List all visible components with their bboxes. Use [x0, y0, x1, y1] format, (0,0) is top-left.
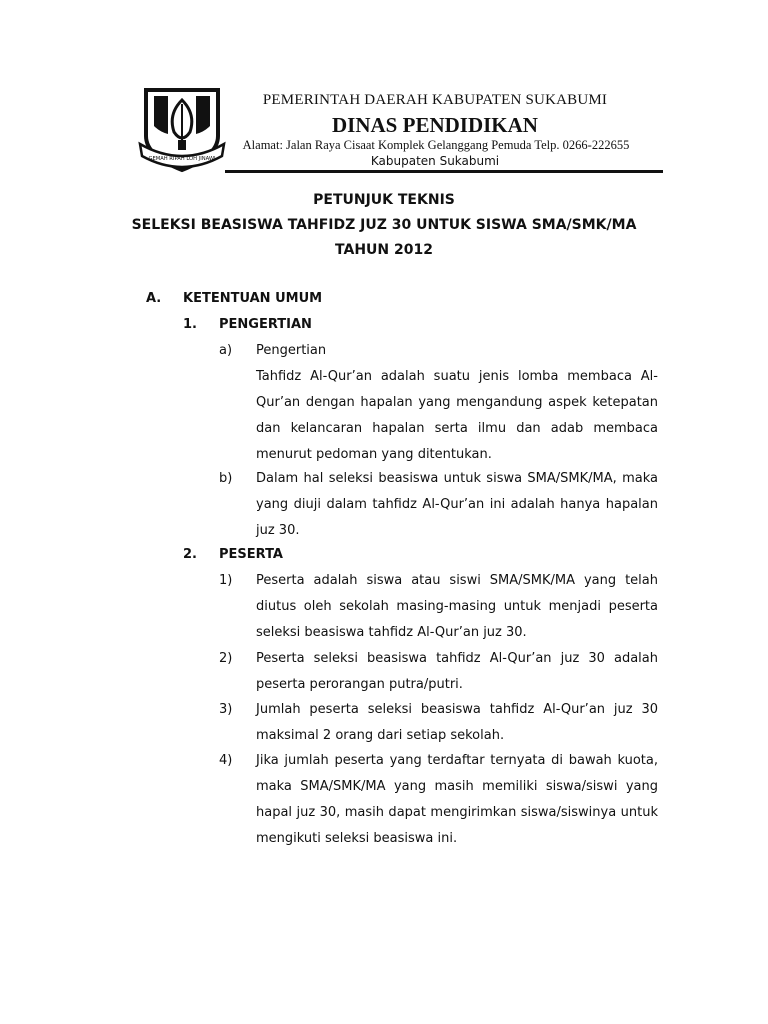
office-region: Kabupaten Sukabumi — [370, 154, 500, 168]
document-title: PETUNJUK TEKNIS — [313, 192, 455, 208]
letterhead-divider — [225, 170, 663, 173]
peserta-item-3-paragraph: Jumlah peserta seleksi beasiswa tahfidz Al-Qur’an juz 30 maksimal 2 orang dari setiap sekolah. — [256, 702, 658, 743]
item-a-marker: a) — [219, 343, 233, 358]
peserta-item-2-paragraph: Peserta seleksi beasiswa tahfidz Al-Qur’an juz 30 adalah peserta perorangan putra/putri. — [256, 651, 658, 692]
document-year: TAHUN 2012 — [335, 242, 433, 258]
item-a-paragraph: Tahfidz Al-Qur’an adalah suatu jenis lomba membaca Al-Qur’an dengan hapalan yang mengandung aspek ketepatan dan kelancaran hapalan serta ilmu dan adab membaca menurut pedoman yang ditentukan. — [256, 369, 658, 462]
subsection-1-marker: 1. — [183, 317, 197, 332]
logo-motto-text: GEMAH RIPAH LOH JINAWI — [148, 156, 216, 162]
government-name: PEMERINTAH DAERAH KABUPATEN SUKABUMI — [262, 92, 608, 108]
office-name: DINAS PENDIDIKAN — [332, 113, 538, 137]
office-address: Alamat: Jalan Raya Cisaat Komplek Gelanggang Pemuda Telp. 0266-222655 — [242, 138, 630, 152]
item-a-label: Pengertian — [256, 343, 327, 358]
section-a-marker: A. — [146, 291, 162, 306]
subsection-1-heading: PENGERTIAN — [219, 317, 312, 332]
peserta-item-4-paragraph: Jika jumlah peserta yang terdaftar ternyata di bawah kuota, maka SMA/SMK/MA yang masih memiliki siswa/siswi yang hapal juz 30, masih dapat mengirimkan siswa/siswinya untuk mengikuti seleksi beasiswa ini. — [256, 753, 658, 846]
document-subtitle: SELEKSI BEASISWA TAHFIDZ JUZ 30 UNTUK SISWA SMA/SMK/MA — [131, 217, 637, 233]
item-b-paragraph: Dalam hal seleksi beasiswa untuk siswa SMA/SMK/MA, maka yang diuji dalam tahfidz Al-Qur’an ini adalah hanya hapalan juz 30. — [256, 471, 658, 538]
subsection-2-marker: 2. — [183, 547, 197, 562]
peserta-item-4-marker: 4) — [219, 753, 233, 768]
peserta-item-3-marker: 3) — [219, 702, 233, 717]
item-b-marker: b) — [219, 471, 233, 486]
peserta-item-1-marker: 1) — [219, 573, 233, 588]
peserta-item-1-paragraph: Peserta adalah siswa atau siswi SMA/SMK/MA yang telah diutus oleh sekolah masing-masing untuk menjadi peserta seleksi beasiswa tahfidz Al-Qur’an juz 30. — [256, 573, 658, 640]
sukabumi-emblem-logo — [136, 86, 228, 178]
section-a-heading: KETENTUAN UMUM — [183, 291, 323, 306]
peserta-item-2-marker: 2) — [219, 651, 233, 666]
subsection-2-heading: PESERTA — [219, 547, 283, 562]
